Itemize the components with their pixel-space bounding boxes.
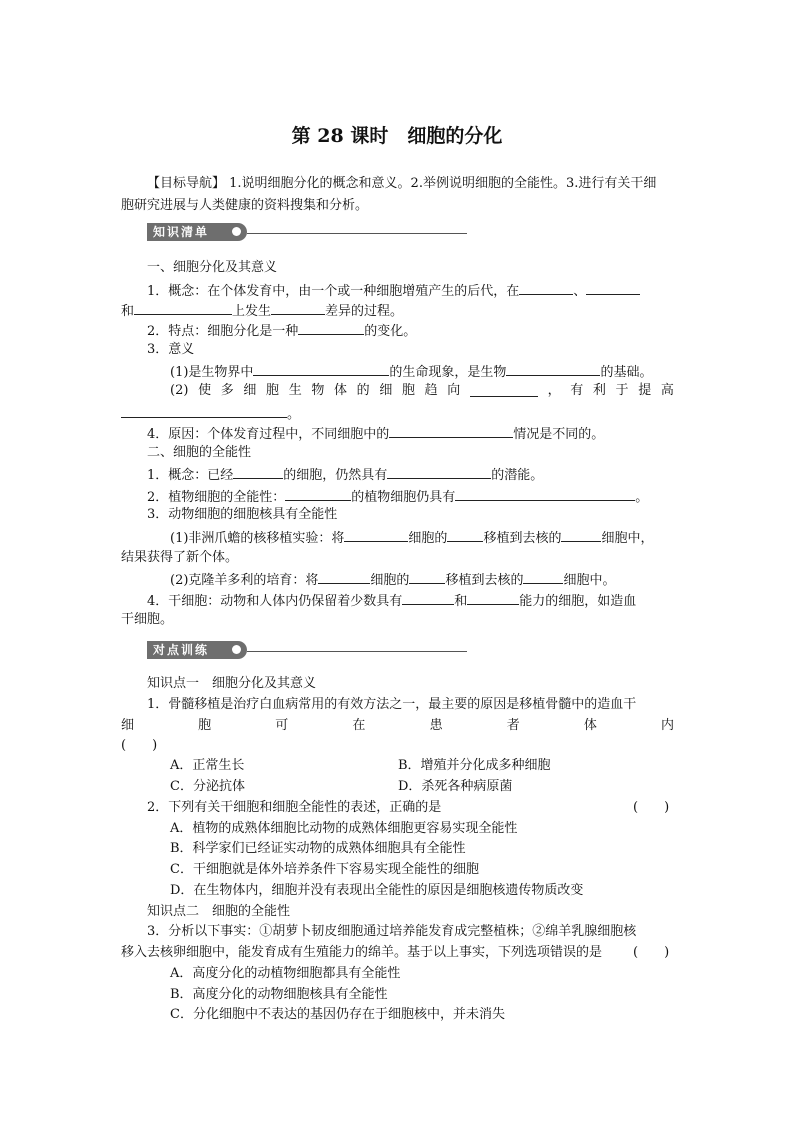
q2-answer-paren[interactable]: ( ) — [633, 800, 670, 815]
q3-option-b[interactable]: B．高度分化的动物细胞核具有全能性 — [170, 987, 388, 1002]
fill-blank[interactable] — [389, 424, 513, 438]
sec2-p3: 3．动物细胞的细胞核具有全能性 — [147, 507, 338, 522]
fill-blank[interactable] — [523, 570, 563, 584]
fill-blank[interactable] — [519, 281, 573, 295]
sec1-p3: 3．意义 — [147, 342, 195, 357]
fill-blank[interactable] — [409, 570, 445, 584]
q2-stem: 2．下列有关干细胞和细胞全能性的表述，正确的是 — [147, 800, 442, 815]
fill-blank[interactable] — [586, 281, 640, 295]
goal-label: 【目标导航】 — [147, 176, 226, 191]
q3-stem-line1: 3．分析以下事实：①胡萝卜韧皮细胞通过培养能发育成完整植株；②绵羊乳腺细胞核 — [147, 924, 637, 939]
sec1-p3-2-cont: 。 — [121, 404, 300, 423]
q3-answer-paren[interactable]: ( ) — [633, 945, 670, 960]
banner-label: 知识清单 — [153, 225, 210, 239]
q1-option-c[interactable]: C．分泌抗体 — [170, 779, 245, 794]
knowledge-point-2: 知识点二 细胞的全能性 — [147, 904, 291, 919]
fill-blank[interactable] — [455, 487, 635, 501]
goal-line-1 — [147, 176, 656, 192]
banner-rule — [247, 651, 467, 652]
q3-option-c[interactable]: C．分化细胞中不表达的基因仍存在于细胞核中，并未消失 — [170, 1007, 505, 1022]
sec2-p1: 1．概念：已经 的细胞，仍然具有 的潜能。 — [147, 465, 543, 484]
fill-blank[interactable] — [467, 591, 519, 605]
sec1-p1: 1．概念：在个体发育中，由一个或一种细胞增殖产生的后代，在 、 — [147, 281, 640, 300]
goal-text-1: 1.说明细胞分化的概念和意义。2.举例说明细胞的全能性。3.进行有关干细 — [225, 176, 657, 191]
fill-blank[interactable] — [506, 362, 600, 376]
fill-blank[interactable] — [561, 528, 601, 542]
sec2-p4-cont: 干细胞。 — [121, 612, 174, 627]
fill-blank[interactable] — [271, 301, 325, 315]
fill-blank[interactable] — [447, 528, 483, 542]
sec2-p2: 2．植物细胞的全能性： 的植物细胞仍具有 。 — [147, 487, 648, 506]
q1-option-d[interactable]: D．杀死各种病原菌 — [398, 779, 513, 794]
fill-blank[interactable] — [134, 301, 232, 315]
q2-option-c[interactable]: C．干细胞就是体外培养条件下容易实现全能性的细胞 — [170, 862, 479, 877]
q2-option-a[interactable]: A．植物的成熟体细胞比动物的成熟体细胞更容易实现全能性 — [170, 821, 518, 836]
sec2-heading: 二、细胞的全能性 — [147, 445, 252, 460]
fill-blank[interactable] — [387, 465, 491, 479]
bullet-dot-icon — [232, 227, 241, 236]
q1-answer-paren[interactable]: ( ) — [121, 738, 158, 753]
fill-blank[interactable] — [402, 591, 454, 605]
sec1-p3-1: (1)是生物界中 的生命现象，是生物 的基础。 — [170, 362, 652, 381]
q1-stem-line1: 1．骨髓移植是治疗白血病常用的有效方法之一，最主要的原因是移植骨髓中的造血干 — [147, 697, 637, 712]
page-title: 第 28 课时 细胞的分化 — [291, 125, 503, 147]
fill-blank[interactable] — [344, 528, 408, 542]
q1-option-a[interactable]: A．正常生长 — [170, 758, 245, 773]
sec2-p3-2: (2)克隆羊多利的培育：将 细胞的 移植到去核的 细胞中。 — [170, 570, 615, 589]
sec2-p4: 4．干细胞：动物和人体内仍保留着少数具有 和 能力的细胞，如造血 — [147, 591, 636, 610]
sec1-heading: 一、细胞分化及其意义 — [147, 260, 278, 275]
sec1-p2: 2．特点：细胞分化是一种 的变化。 — [147, 321, 416, 340]
banner-label: 对点训练 — [153, 643, 210, 657]
fill-blank[interactable] — [121, 404, 287, 418]
fill-blank[interactable] — [470, 383, 538, 397]
q2-option-d[interactable]: D．在生物体内，细胞并没有表现出全能性的原因是细胞核遗传物质改变 — [170, 883, 584, 898]
sec1-p4: 4．原因：个体发育过程中，不同细胞中的 情况是不同的。 — [147, 424, 604, 443]
q3-option-a[interactable]: A．高度分化的动植物细胞都具有全能性 — [170, 966, 401, 981]
sec1-p1-cont: 和 上发生 差异的过程。 — [121, 301, 403, 320]
knowledge-point-1: 知识点一 细胞分化及其意义 — [147, 676, 317, 691]
fill-blank[interactable] — [285, 487, 351, 501]
bullet-dot-icon — [232, 645, 241, 654]
sec2-p3-1-cont: 结果获得了新个体。 — [121, 550, 239, 565]
sec2-p3-1: (1)非洲爪蟾的核移植实验：将 细胞的 移植到去核的 细胞中， — [170, 528, 653, 547]
fill-blank[interactable] — [318, 570, 370, 584]
q2-option-b[interactable]: B．科学家们已经证实动物的成熟体细胞具有全能性 — [170, 841, 466, 856]
fill-blank[interactable] — [298, 321, 364, 335]
q1-stem-line2: 细 胞 可 在 患 者 体 内 — [121, 718, 674, 733]
fill-blank[interactable] — [233, 465, 283, 479]
goal-line-2: 胞研究进展与人类健康的资料搜集和分析。 — [121, 198, 369, 213]
q3-stem-line2: 移入去核卵细胞中，能发育成有生殖能力的绵羊。基于以上事实，下列选项错误的是 — [121, 945, 603, 960]
banner-rule — [247, 233, 467, 234]
sec1-p3-2: (2) 使 多 细 胞 生 物 体 的 细 胞 趋 向 ， 有 利 于 提 高 — [170, 383, 674, 398]
fill-blank[interactable] — [253, 362, 389, 376]
q1-option-b[interactable]: B．增殖并分化成多种细胞 — [398, 758, 551, 773]
